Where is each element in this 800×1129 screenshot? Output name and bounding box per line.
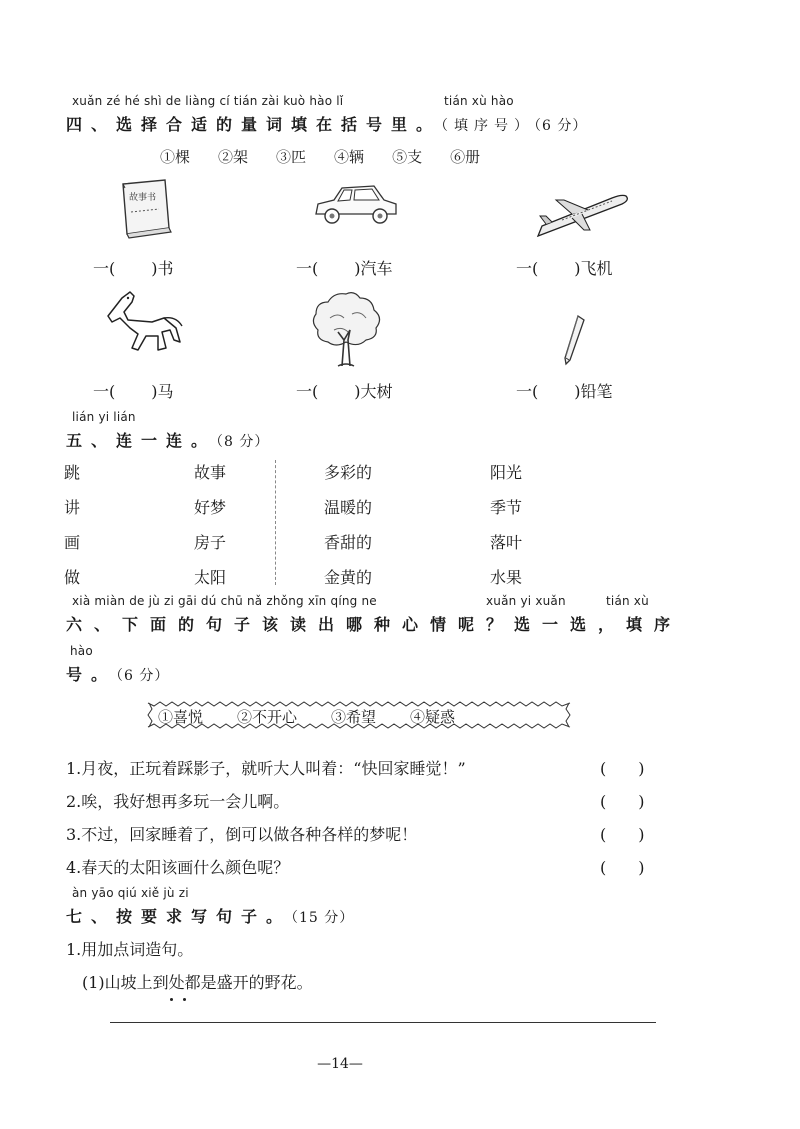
section6-score: （6 分） [116,668,170,684]
match-item[interactable]: 讲 [64,498,81,517]
section4-pinyin: xuǎn zé hé shì de liàng cí tián zài kuò hào lǐ [72,94,344,108]
section6-title-2 [66,662,169,685]
measure-airplane [516,256,613,279]
section6-pinyin-4: hào [70,644,93,658]
mood-options [158,706,455,727]
option-6: ⑥册 [450,148,481,166]
section7-title [66,904,354,927]
answer-line[interactable] [110,1022,656,1023]
section5-pinyin: lián yi lián [72,410,136,424]
mood-option-1: ①喜悦 [158,708,204,726]
section6-pinyin: xià miàn de jù zi gāi dú chū nǎ zhǒng xīn qíng ne [72,594,377,608]
page-number: —14— [317,1056,363,1072]
section5-score: （8 分） [216,434,270,450]
match-item[interactable]: 水果 [490,568,523,587]
emphasis-dots-icon [170,986,186,1005]
section4-note: （填序号） [441,118,535,134]
section4-title [66,112,587,135]
section4-pinyin-2: tián xù hào [444,94,514,108]
match-item[interactable]: 太阳 [194,568,227,587]
match-item[interactable]: 房子 [194,533,227,552]
match-item[interactable]: 落叶 [490,533,523,552]
book-prefix: 一( [93,259,116,278]
horse-prefix: 一( [93,382,116,401]
match-item[interactable]: 金黄的 [324,568,373,587]
match-item[interactable]: 季节 [490,498,523,517]
answer-bracket[interactable]: ( ) [600,825,645,844]
match-item[interactable]: 香甜的 [324,533,373,552]
book-cover-text: 故事书 [129,193,157,203]
airplane-icon [532,186,632,240]
option-1: ①棵 [160,148,191,166]
tree-suffix: )大树 [354,382,393,401]
mood-option-2: ②不开心 [237,708,298,726]
measure-car [296,256,393,279]
section7-title-text: 七、按要求写句子。 [66,907,292,926]
tree-icon [308,288,384,370]
airplane-prefix: 一( [516,259,539,278]
sentence-2: 2.唉，我好想再多玩一会儿啊。 [66,792,290,811]
pencil-suffix: )铅笔 [574,382,613,401]
answer-bracket[interactable]: ( ) [600,792,645,811]
match-item[interactable]: 做 [64,568,81,587]
section6-pinyin-2: xuǎn yi xuǎn [486,594,566,608]
car-suffix: )汽车 [354,259,393,278]
book-suffix: )书 [151,259,174,278]
measure-pencil [516,379,613,402]
section6-title: 六、下面的句子该读出哪种心情呢？选一选，填序 [66,615,683,634]
mood-options-box [146,700,572,730]
mood-option-3: ③希望 [331,708,377,726]
section6-title2-text: 号。 [66,665,117,684]
match-item[interactable]: 故事 [194,463,227,482]
option-3: ③匹 [276,148,307,166]
book-icon [115,178,175,240]
measure-horse [93,379,174,402]
option-2: ②架 [218,148,249,166]
sentence-3: 3.不过，回家睡着了，倒可以做各种各样的梦呢！ [66,825,418,844]
section5-title-text: 五、连一连。 [66,431,217,450]
section7-score: （15 分） [291,910,355,926]
match-divider [275,460,276,585]
match-left-b [194,460,226,588]
section4-options [160,146,480,167]
option-4: ④辆 [334,148,365,166]
answer-bracket[interactable]: ( ) [600,858,645,877]
measure-tree [296,379,393,402]
answer-bracket[interactable]: ( ) [600,759,645,778]
section7-pinyin: àn yāo qiú xiě jù zi [72,886,189,900]
car-prefix: 一( [296,259,319,278]
match-item[interactable]: 多彩的 [324,463,373,482]
tree-prefix: 一( [296,382,319,401]
sentence-1: 1.月夜，正玩着踩影子，就听大人叫着：“快回家睡觉！” [66,759,466,778]
horse-icon [102,288,184,364]
match-item[interactable]: 温暖的 [324,498,373,517]
airplane-suffix: )飞机 [574,259,613,278]
option-5: ⑤支 [392,148,423,166]
match-right-a [324,460,372,588]
pencil-icon [560,312,590,368]
horse-suffix: )马 [151,382,174,401]
section4-title-text: 四、选择合适的量词填在括号里。 [66,115,442,134]
section5-title [66,428,269,451]
match-item[interactable]: 画 [64,533,81,552]
mood-option-4: ④疑惑 [410,708,456,726]
pencil-prefix: 一( [516,382,539,401]
section4-score: （6 分） [534,118,588,134]
section7-q1: (1)山坡上到处都是盛开的野花。 [82,973,313,992]
match-item[interactable]: 阳光 [490,463,523,482]
match-item[interactable]: 跳 [64,463,81,482]
match-item[interactable]: 好梦 [194,498,227,517]
sentence-4: 4.春天的太阳该画什么颜色呢？ [66,858,290,877]
match-right-b [490,460,522,588]
section7-sub1: 1.用加点词造句。 [66,940,194,959]
match-left-a [64,460,80,588]
section6-pinyin-3: tián xù [606,594,649,608]
car-icon [312,180,400,230]
measure-book [93,256,174,279]
